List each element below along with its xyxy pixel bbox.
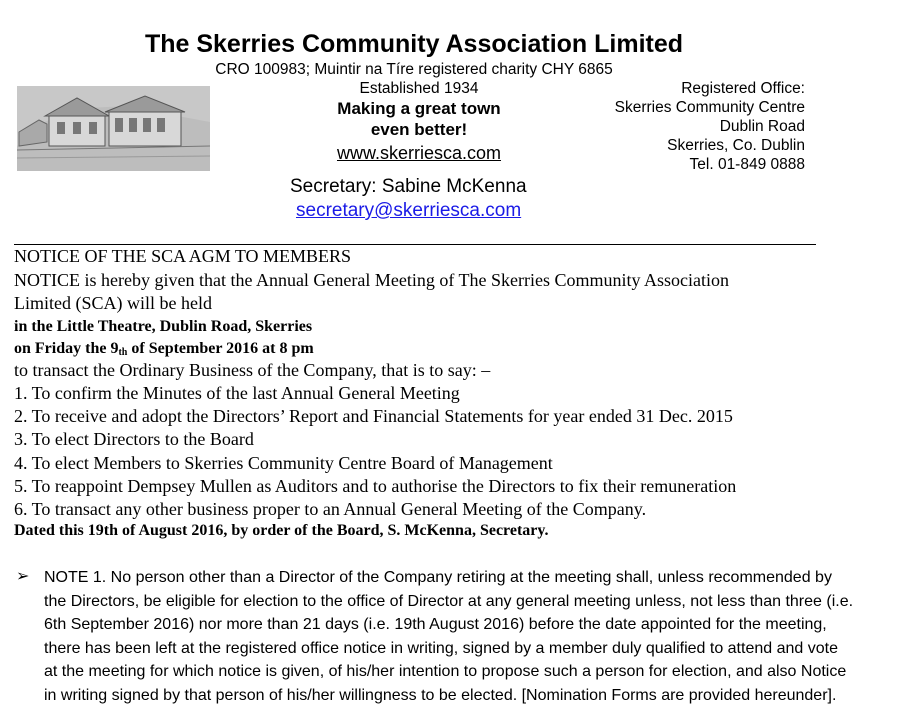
note-line: there has been left at the registered office notice in writing, signed by a member duly qualified to attend and vote [44,637,874,661]
agenda-item: 1. To confirm the Minutes of the last Annual General Meeting [14,383,460,404]
meeting-venue: in the Little Theatre, Dublin Road, Skerries [14,318,312,336]
note-line: in writing signed by that person of his/her willingness to be elected. [Nomination Forms are provided hereunder]. [44,684,874,707]
office-address-line: Skerries, Co. Dublin [667,137,805,155]
note-line: the Directors, be eligible for election to the office of Director at any general meeting unless, not less than three (i.e. [44,590,874,614]
notice-intro-line: NOTICE is hereby given that the Annual General Meeting of The Skerries Community Association [14,270,729,291]
office-heading: Registered Office: [681,80,805,98]
note-1-paragraph [44,566,874,707]
secretary-email-link[interactable]: secretary@skerriesca.com [296,200,521,222]
header-divider [14,244,816,245]
note-line: at the meeting for which notice is given, of his/her intention to propose such a person for election, and also Notice [44,660,874,684]
business-intro: to transact the Ordinary Business of the Company, that is to say: – [14,360,490,381]
note-line: NOTE 1. No person other than a Director of the Company retiring at the meeting shall, unless recommended by [44,566,874,590]
office-address-line: Dublin Road [720,118,805,136]
website-link[interactable]: www.skerriesca.com [280,143,558,164]
agenda-item: 3. To elect Directors to the Board [14,429,254,450]
arrow-bullet-icon: ➢ [16,566,29,586]
agenda-item: 4. To elect Members to Skerries Community Centre Board of Management [14,453,553,474]
slogan-line-2: even better! [280,120,558,140]
agenda-item: 5. To reappoint Dempsey Mullen as Auditors and to authorise the Directors to fix their remuneration [14,476,736,497]
community-centre-photo [17,86,210,171]
established-year: Established 1934 [280,80,558,98]
secretary-name: Secretary: Sabine McKenna [290,176,527,198]
meeting-date-start: on Friday the 9 [14,340,118,357]
office-address-line: Skerries Community Centre [615,99,805,117]
registration-line: CRO 100983; Muintir na Tíre registered charity CHY 6865 [0,61,828,79]
meeting-date [14,340,314,358]
meeting-date-end: of September 2016 at 8 pm [127,340,313,357]
notice-heading: NOTICE OF THE SCA AGM TO MEMBERS [14,246,351,267]
office-phone: Tel. 01-849 0888 [690,156,805,174]
agenda-item: 2. To receive and adopt the Directors’ Report and Financial Statements for year ended 31 Dec. 2015 [14,406,733,427]
agenda-item: 6. To transact any other business proper to an Annual General Meeting of the Company. [14,499,646,520]
note-line: 6th September 2016) nor more than 21 days (i.e. 19th August 2016) before the date appointed for the meeting, [44,613,874,637]
dated-signature-line: Dated this 19th of August 2016, by order of the Board, S. McKenna, Secretary. [14,522,549,540]
organisation-title: The Skerries Community Association Limited [0,30,828,59]
slogan-line-1: Making a great town [280,99,558,119]
notice-intro-line: Limited (SCA) will be held [14,293,212,314]
meeting-date-suffix: th [118,347,127,358]
